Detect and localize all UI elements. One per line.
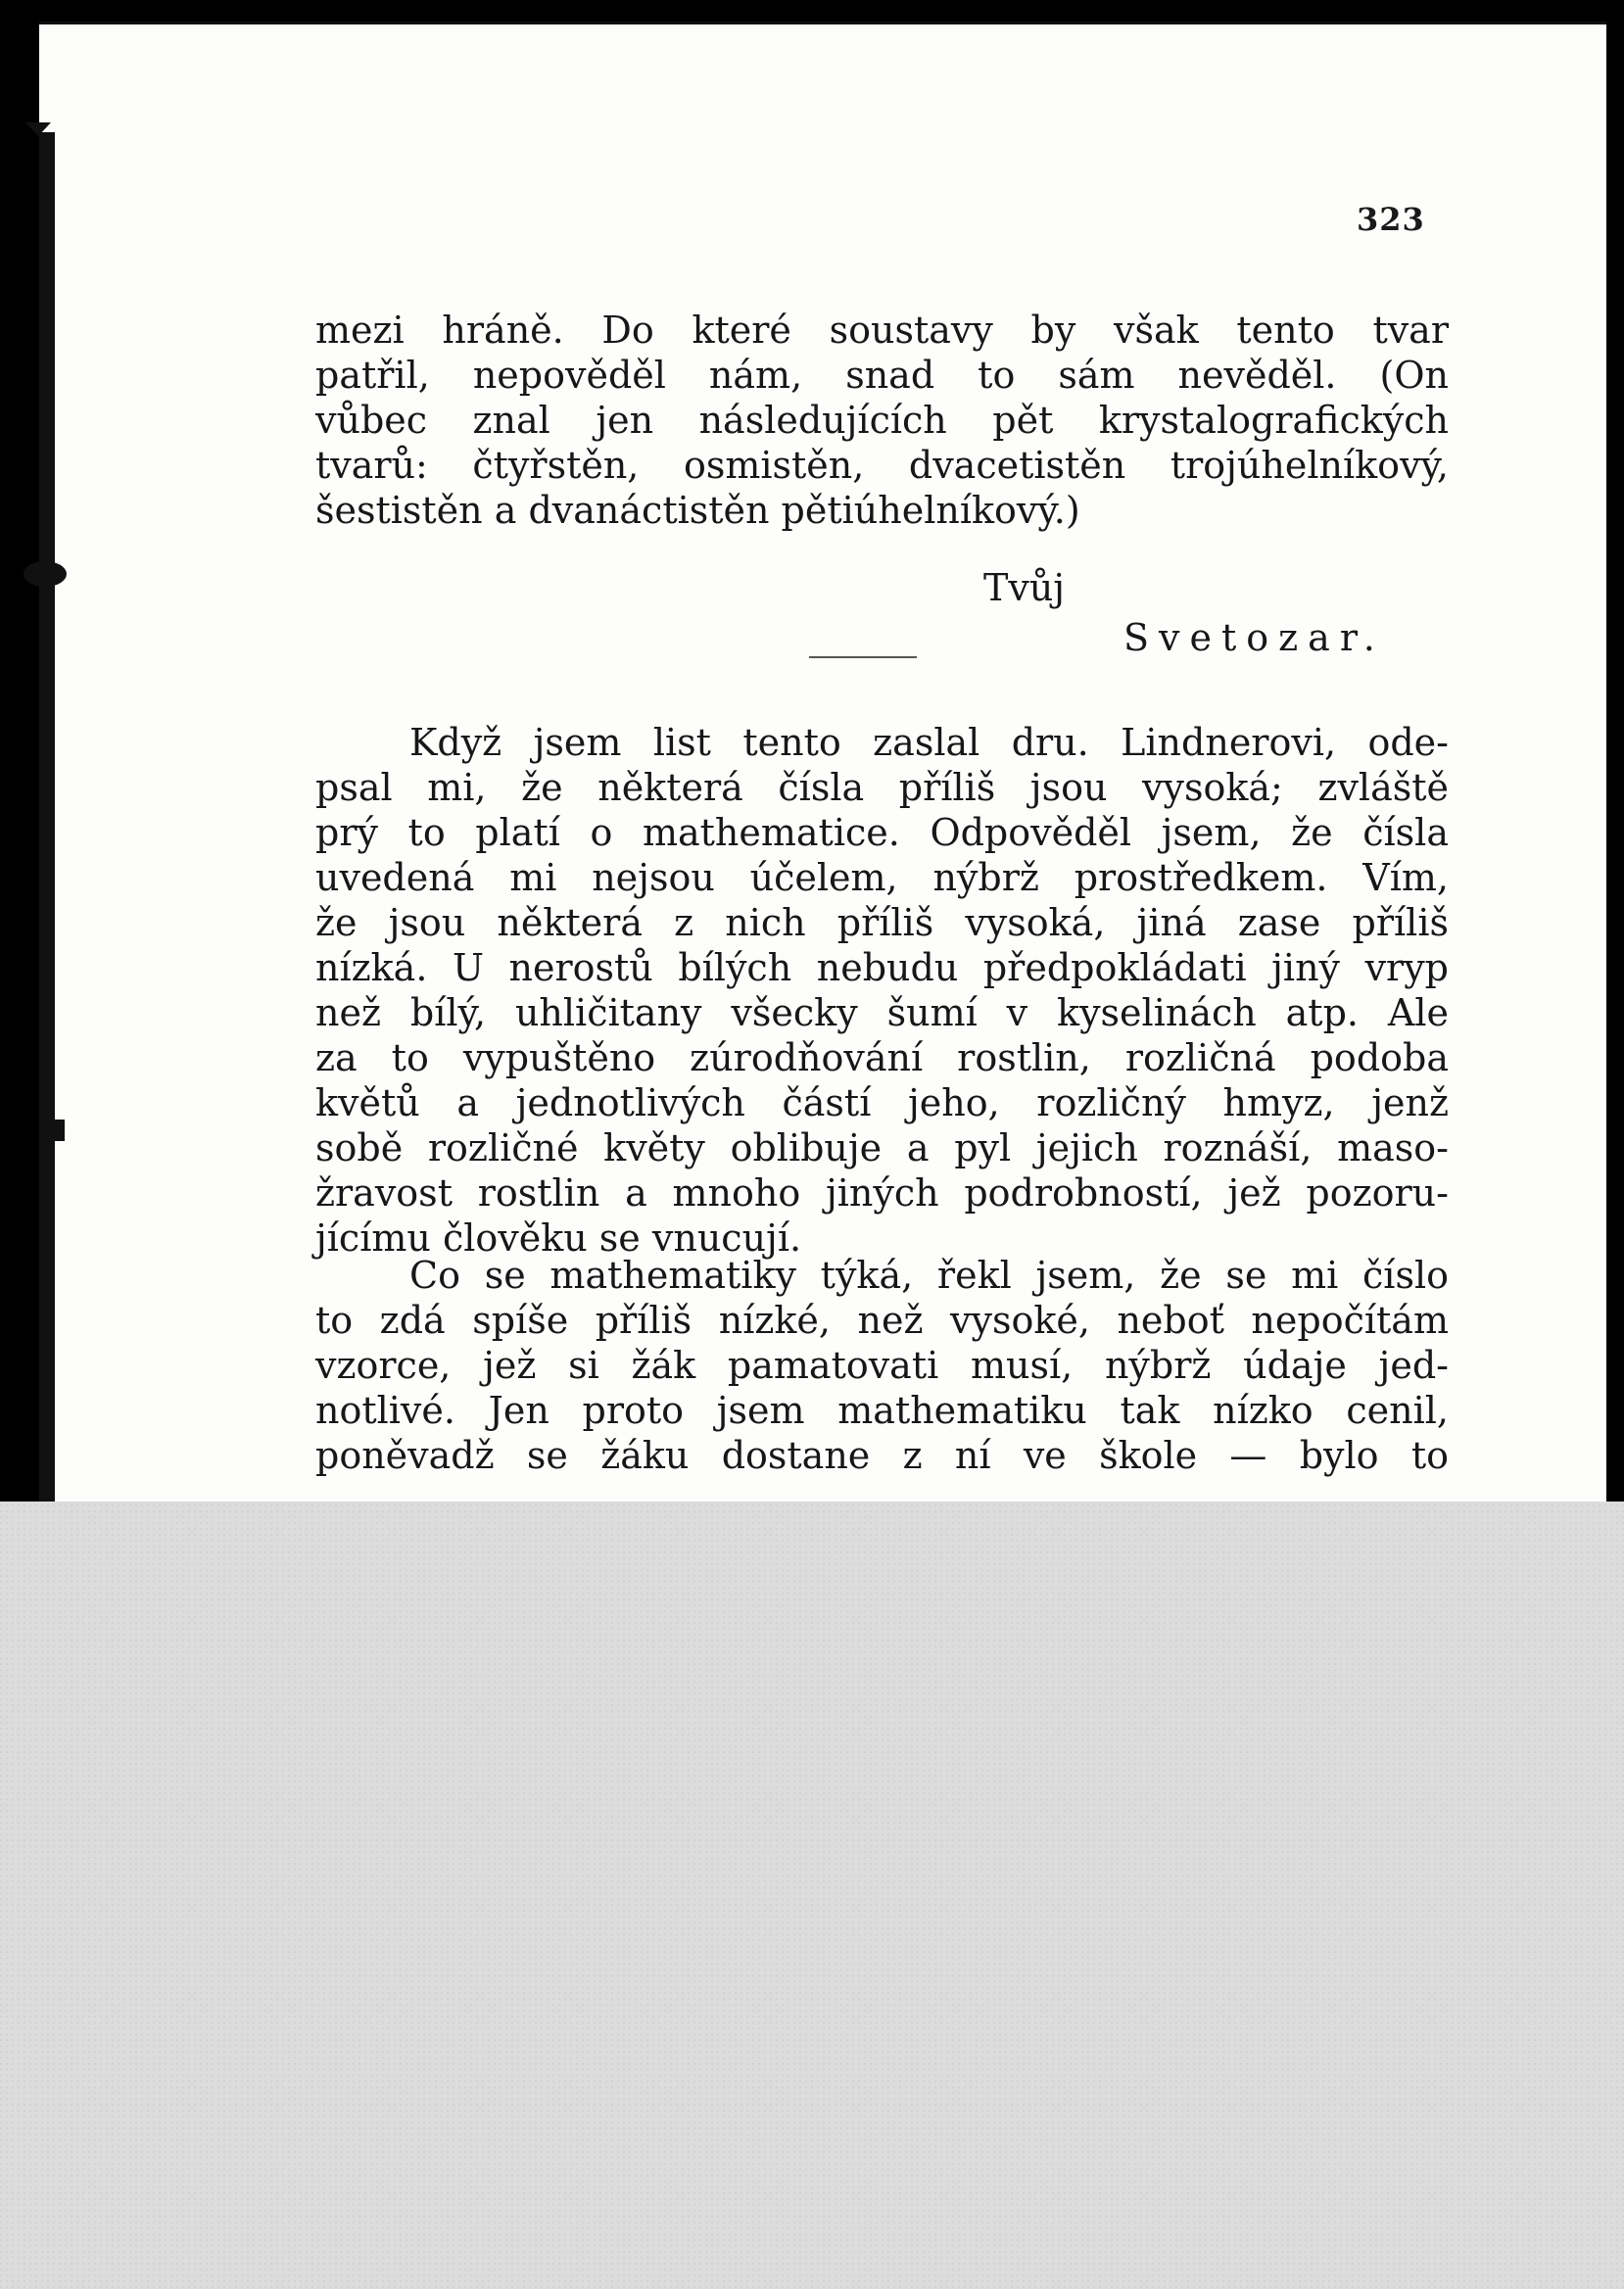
closing-salutation: Tvůj <box>983 566 1066 609</box>
text-line: než bílý, uhličitany všecky šumí v kyselinách atp. Ale <box>315 991 1449 1034</box>
binding-mark-notch <box>53 1120 65 1141</box>
text-line: žravost rostlin a mnoho jiných podrobností, jež pozoru- <box>315 1171 1449 1215</box>
binding-edge <box>39 132 55 1502</box>
paragraph-2 <box>315 720 1449 1261</box>
text-line: patřil, nepověděl nám, snad to sám nevěděl. (On <box>315 354 1449 397</box>
text-line: tvarů: čtyřstěn, osmistěn, dvacetistěn trojúhelníkový, <box>315 444 1449 487</box>
text-line: notlivé. Jen proto jsem mathematiku tak nízko cenil, <box>315 1389 1449 1432</box>
binding-mark-tab <box>24 561 67 587</box>
text-line: šestistěn a dvanáctistěn pětiúhelníkový.) <box>315 489 1080 532</box>
page-number: 323 <box>1357 201 1425 238</box>
section-separator <box>809 656 917 658</box>
text-line: to zdá spíše příliš nízké, než vysoké, neboť nepočítám <box>315 1299 1449 1342</box>
paragraph-3 <box>315 1253 1449 1478</box>
text-line: prý to platí o mathematice. Odpověděl jsem, že čísla <box>315 811 1449 854</box>
text-line: vůbec znal jen následujících pět krystalografických <box>315 399 1449 442</box>
signature: Svetozar. <box>1123 616 1385 659</box>
text-line: za to vypuštěno zúrodňování rostlin, rozličná podoba <box>315 1036 1449 1079</box>
text-line: jícímu člověku se vnucují. <box>315 1216 802 1260</box>
text-line: Když jsem list tento zaslal dru. Lindnerovi, ode- <box>409 721 1449 764</box>
text-line: Co se mathematiky týká, řekl jsem, že se mi číslo <box>409 1254 1449 1297</box>
text-line: nízká. U nerostů bílých nebudu předpokládati jiný vryp <box>315 946 1449 989</box>
text-line: sobě rozličné květy oblibuje a pyl jejich roznáší, maso- <box>315 1126 1449 1169</box>
text-line: mezi hráně. Do které soustavy by však tento tvar <box>315 309 1449 352</box>
text-line: poněvadž se žáku dostane z ní ve škole — bylo to <box>315 1434 1449 1477</box>
book-page <box>39 22 1606 1502</box>
text-line: uvedená mi nejsou účelem, nýbrž prostředkem. Vím, <box>315 856 1449 899</box>
text-line: psal mi, že některá čísla příliš jsou vysoká; zvláště <box>315 766 1449 809</box>
paragraph-1 <box>315 308 1449 533</box>
text-line: vzorce, jež si žák pamatovati musí, nýbrž údaje jed- <box>315 1344 1449 1387</box>
text-line: květů a jednotlivých částí jeho, rozličný hmyz, jenž <box>315 1081 1449 1124</box>
text-line: že jsou některá z nich příliš vysoká, jiná zase příliš <box>315 901 1449 944</box>
